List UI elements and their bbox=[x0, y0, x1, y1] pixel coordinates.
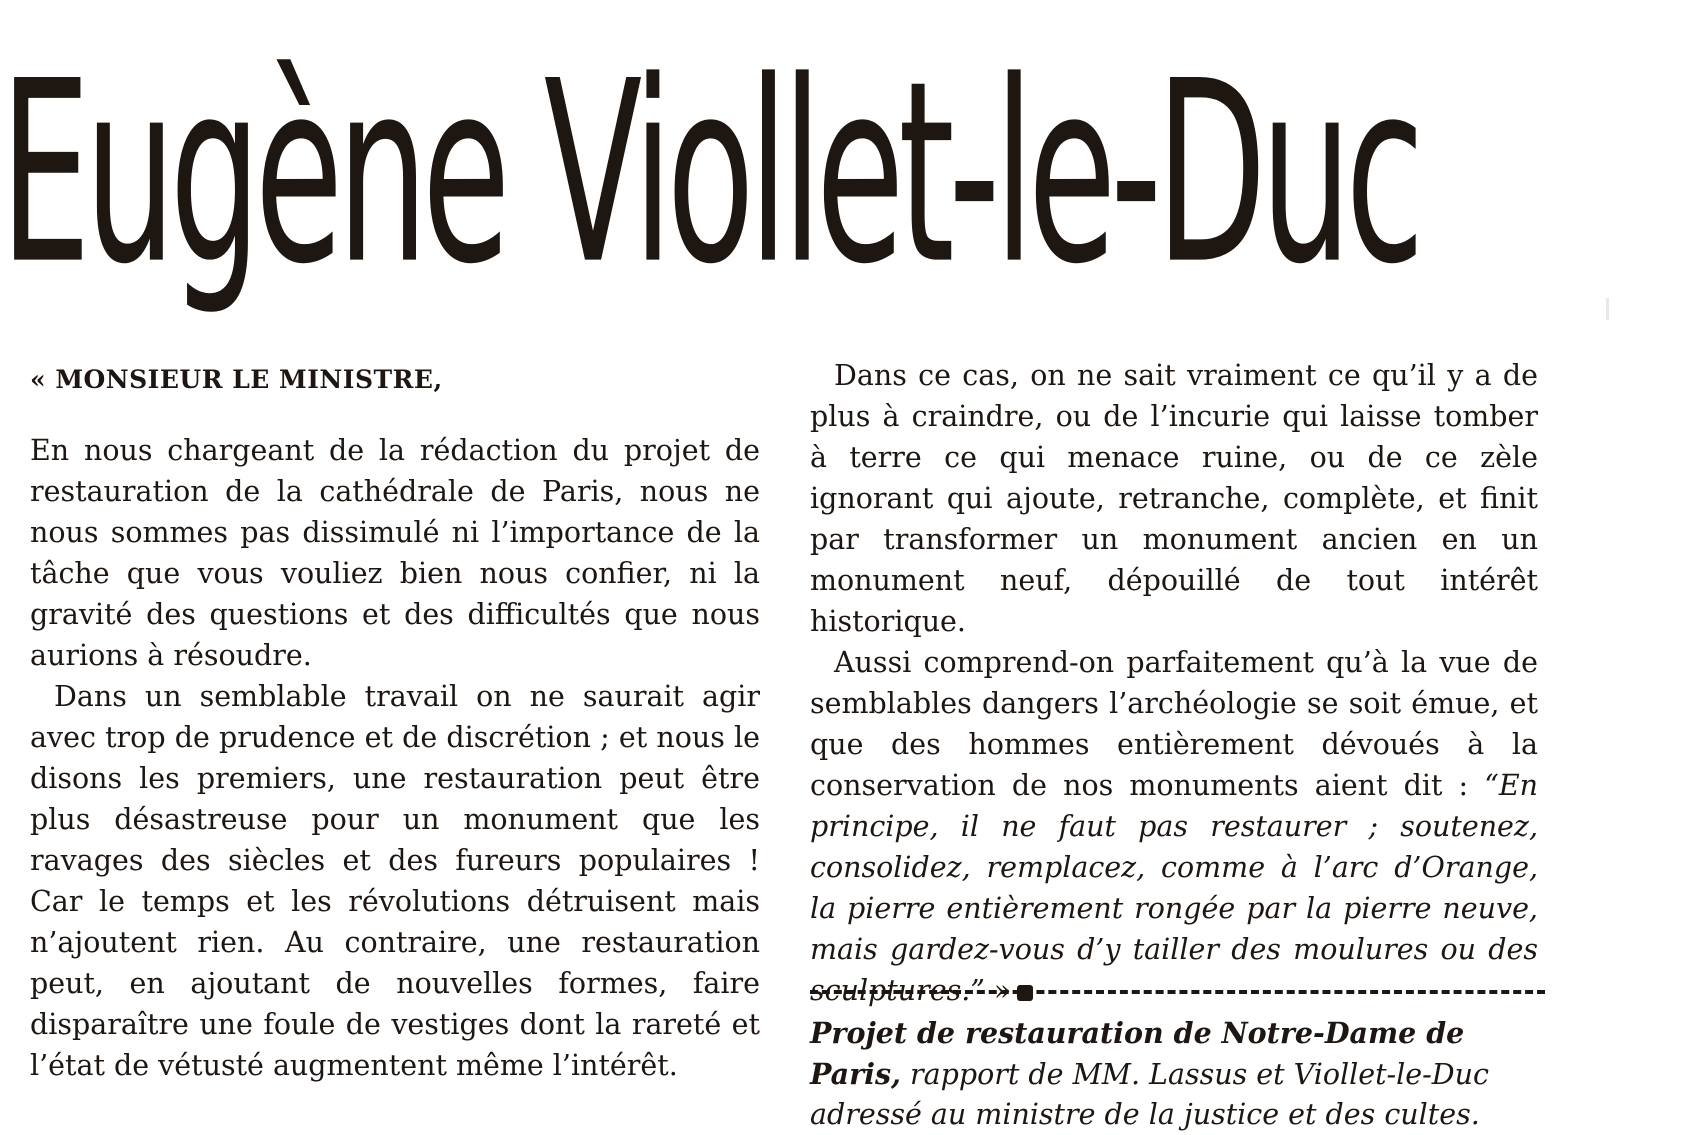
right-column bbox=[810, 355, 1538, 1011]
body-paragraph-1: En nous chargeant de la rédaction du projet de restauration de la cathédrale de Paris, nous ne nous sommes pas dissimulé ni l’importance de la tâche que vous vouliez bien nous confier, ni la gravité des questions et des difficultés que nous aurions à résoudre. bbox=[30, 434, 760, 672]
article-title: Eugène Viollet-le-Duc bbox=[0, 27, 1419, 320]
closing-guillemet: » bbox=[984, 974, 1012, 1007]
body-paragraph-4 bbox=[810, 642, 1538, 1011]
salutation: « MONSIEUR LE MINISTRE, bbox=[30, 365, 443, 394]
body-paragraph-3: Dans ce cas, on ne sait vraiment ce qu’il y a de plus à craindre, ou de l’incurie qui laisse tomber à terre ce qui menace ruine, ou de ce zèle ignorant qui ajoute, retranche, complète, et finit par transformer un monument ancien en un monument neuf, dépouillé de tout intérêt historique. bbox=[810, 359, 1538, 638]
source-title: Projet de restauration de Notre-Dame de Paris, bbox=[810, 1016, 1465, 1091]
quotation: “En principe, il ne faut pas restaurer ; soutenez, consolidez, remplacez, comme à l’arc d’Orange, la pierre entièrement rongée par la pierre neuve, mais gardez-vous d’y tailler des moulures ou des sculptures.” bbox=[810, 769, 1538, 1007]
page-edge-mark bbox=[1606, 298, 1609, 320]
body-paragraph-2: Dans un semblable travail on ne saurait agir avec trop de prudence et de discrétion ; et nous le disons les premiers, une restauration peut être plus désastreuse pour un monument que les ravages des siècles et des fureurs populaires ! Car le temps et les révolutions détruisent mais n’ajoutent rien. Au contraire, une restauration peut, en ajoutant de nouvelles formes, faire disparaître une foule de vestiges dont la rareté et l’état de vétusté augmentent même l’intérêt. bbox=[30, 680, 760, 1082]
source-divider bbox=[810, 990, 1545, 994]
source-credit bbox=[810, 1013, 1550, 1135]
source-detail: rapport de MM. Lassus et Viollet-le-Duc adressé au ministre de la justice et des cultes. bbox=[810, 1058, 1489, 1131]
paragraph-4-intro: Aussi comprend-on parfaitement qu’à la vue de semblables dangers l’archéologie se soit émue, et que des hommes entièrement dévoués à la conservation de nos monuments aient dit : bbox=[810, 646, 1538, 802]
left-column bbox=[30, 355, 760, 1086]
